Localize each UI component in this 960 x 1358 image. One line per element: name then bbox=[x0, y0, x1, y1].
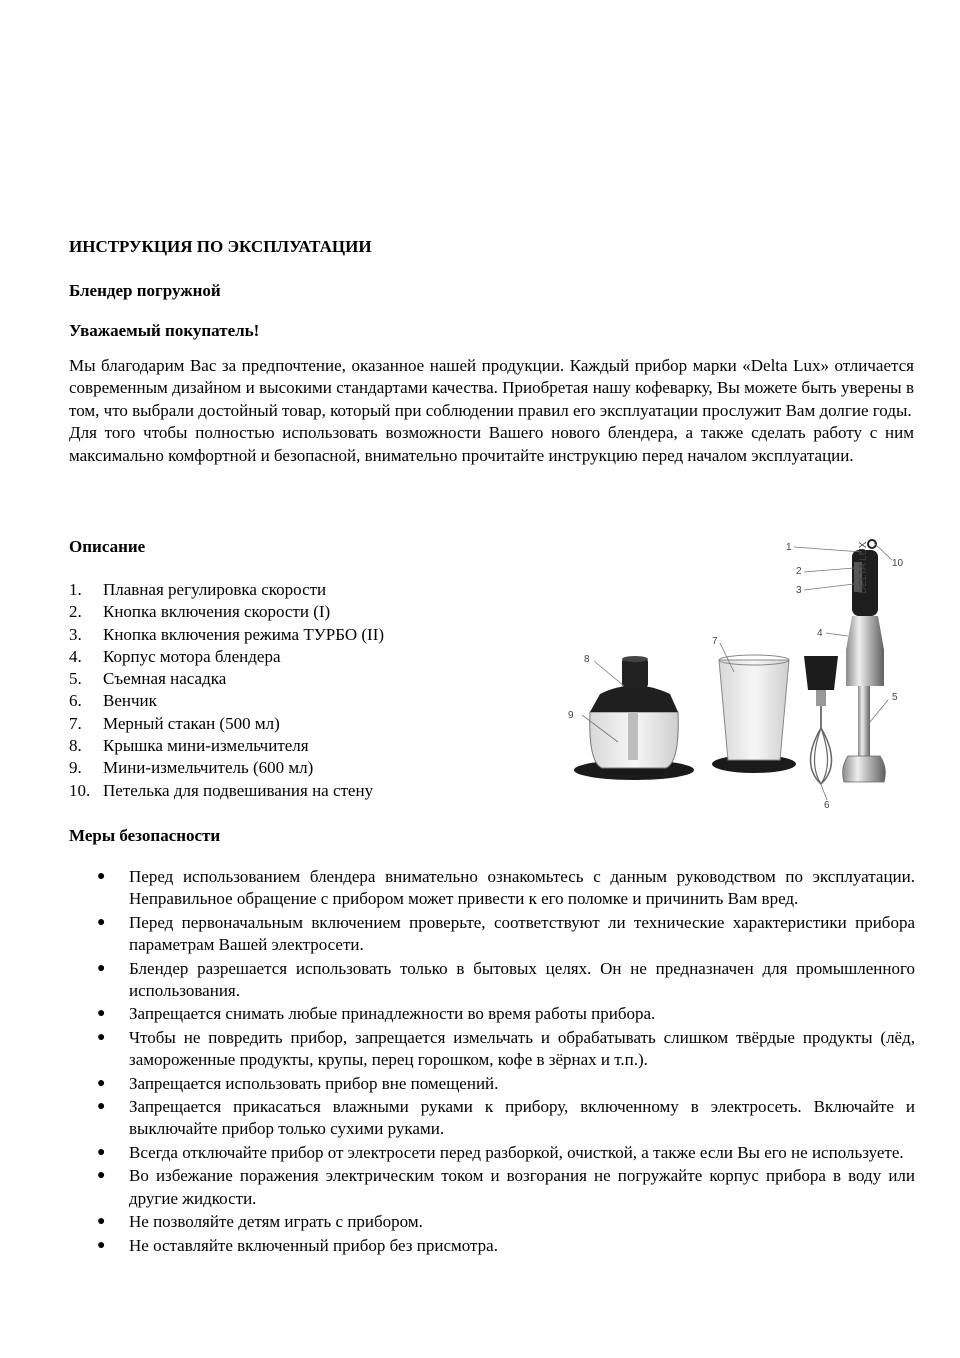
bullet-icon: ● bbox=[97, 1099, 106, 1115]
bullet-icon: ● bbox=[97, 1168, 106, 1184]
list-item-text: Не оставляйте включенный прибор без присмотра. bbox=[129, 1235, 498, 1255]
list-item-text: Всегда отключайте прибор от электросети перед разборкой, очисткой, а также если Вы его не используете. bbox=[129, 1142, 904, 1162]
list-item bbox=[95, 1003, 915, 1025]
intro-paragraph-2: Для того чтобы полностью использовать возможности Вашего нового блендера, а также сделать работу с ним максимально комфортной и безопасной, внимательно прочитайте инструкцию перед началом эксплуатации. bbox=[69, 423, 914, 465]
brand-mark: DELTA LUX bbox=[858, 541, 869, 594]
list-item-text: Петелька для подвешивания на стену bbox=[103, 780, 374, 800]
bullet-icon: ● bbox=[97, 1214, 106, 1230]
callout-6: 6 bbox=[824, 800, 830, 811]
list-item-number: 10. bbox=[69, 780, 91, 800]
safety-heading: Меры безопасности bbox=[69, 826, 221, 845]
whisk-drawing bbox=[804, 656, 838, 784]
list-item bbox=[95, 958, 915, 1003]
list-item-text: Перед использованием блендера внимательно ознакомьтесь с данным руководством по эксплуатации. Неправильное обращение с прибором может привести к его поломке и причинить Вам вред. bbox=[129, 867, 915, 909]
list-item-text: Кнопка включения скорости (I) bbox=[103, 602, 331, 622]
bullet-icon: ● bbox=[97, 914, 106, 930]
bullet-icon: ● bbox=[97, 869, 106, 884]
list-item bbox=[69, 624, 384, 646]
intro-text bbox=[69, 355, 914, 467]
list-item-number: 7. bbox=[69, 713, 82, 733]
blender-parts-illustration bbox=[562, 532, 917, 812]
list-item-text: Корпус мотора блендера bbox=[103, 646, 281, 666]
list-item-number: 5. bbox=[69, 669, 82, 689]
measuring-cup-drawing bbox=[712, 655, 796, 773]
list-item bbox=[69, 780, 384, 802]
description-heading: Описание bbox=[69, 537, 146, 556]
list-item-text: Запрещается прикасаться влажными руками к прибору, включенному в электросеть. Включайте и выключайте прибор только сухими руками. bbox=[129, 1097, 915, 1139]
list-item bbox=[95, 1235, 915, 1257]
greeting-heading: Уважаемый покупатель! bbox=[69, 321, 260, 340]
list-item-text: Запрещается использовать прибор вне помещений. bbox=[129, 1073, 499, 1093]
list-item-text: Мерный стакан (500 мл) bbox=[103, 713, 280, 733]
list-item bbox=[95, 1027, 915, 1072]
list-item bbox=[95, 1165, 915, 1210]
safety-list bbox=[95, 866, 915, 1258]
bullet-icon: ● bbox=[97, 960, 106, 976]
list-item-number: 8. bbox=[69, 736, 82, 756]
list-item-text: Чтобы не повредить прибор, запрещается измельчать и обрабатывать слишком твёрдые продукты (лёд, замороженные продукты, крупы, перец горошком, кофе в зёрнах и т.п.). bbox=[129, 1027, 915, 1070]
list-item-text: Мини-измельчитель (600 мл) bbox=[103, 758, 314, 778]
callout-3: 3 bbox=[796, 585, 802, 596]
list-item bbox=[69, 735, 384, 757]
callout-9: 9 bbox=[568, 710, 574, 721]
list-item bbox=[95, 1142, 915, 1164]
list-item bbox=[69, 601, 384, 623]
bullet-icon: ● bbox=[97, 1075, 106, 1091]
list-item bbox=[69, 690, 384, 712]
list-item bbox=[69, 757, 384, 779]
list-item bbox=[69, 646, 384, 668]
callout-1: 1 bbox=[786, 542, 792, 553]
list-item bbox=[69, 579, 384, 601]
list-item-number: 1. bbox=[69, 580, 82, 599]
list-item-text: Крышка мини-измельчителя bbox=[103, 736, 309, 756]
list-item-text: Запрещается снимать любые принадлежности во время работы прибора. bbox=[129, 1004, 656, 1024]
mini-chopper-drawing bbox=[574, 656, 694, 780]
list-item bbox=[95, 912, 915, 957]
product-subtitle: Блендер погружной bbox=[69, 281, 221, 300]
list-item bbox=[95, 1073, 915, 1095]
list-item-text: Съемная насадка bbox=[103, 669, 227, 689]
list-item-text: Венчик bbox=[103, 691, 157, 711]
callout-8: 8 bbox=[584, 654, 590, 665]
callout-2: 2 bbox=[796, 566, 802, 577]
list-item bbox=[69, 713, 384, 735]
description-list bbox=[69, 579, 384, 802]
bullet-icon: ● bbox=[97, 1144, 106, 1160]
list-item-text: Перед первоначальным включением проверьте, соответствуют ли технические характеристики прибора параметрам Вашей электросети. bbox=[129, 912, 915, 955]
list-item-number: 6. bbox=[69, 691, 82, 711]
document-title: ИНСТРУКЦИЯ ПО ЭКСПЛУАТАЦИИ bbox=[69, 237, 372, 256]
list-item-number: 3. bbox=[69, 624, 82, 644]
list-item bbox=[69, 668, 384, 690]
list-item bbox=[95, 1211, 915, 1233]
bullet-icon: ● bbox=[97, 1006, 106, 1022]
callout-10: 10 bbox=[892, 558, 904, 569]
list-item-text: Не позволяйте детям играть с прибором. bbox=[129, 1212, 423, 1232]
list-item bbox=[95, 866, 915, 911]
list-item-text: Блендер разрешается использовать только в бытовых целях. Он не предназначен для промышленного использования. bbox=[129, 958, 915, 1001]
callout-7: 7 bbox=[712, 636, 718, 647]
list-item-text: Во избежание поражения электрическим током и возгорания не погружайте корпус прибора в воду или другие жидкости. bbox=[129, 1166, 915, 1208]
callout-4: 4 bbox=[817, 628, 823, 639]
bullet-icon: ● bbox=[97, 1237, 106, 1253]
list-item-number: 9. bbox=[69, 758, 82, 778]
callout-5: 5 bbox=[892, 692, 898, 703]
list-item bbox=[95, 1096, 915, 1141]
intro-paragraph-1: Мы благодарим Вас за предпочтение, оказанное нашей продукции. Каждый прибор марки «Delta Lux» отличается современным дизайном и высокими стандартами качества. Приобретая нашу кофеварку, Вы можете быть уверены в том, что выбрали достойный товар, который при соблюдении правил его эксплуатации прослужит Вам долгие годы. bbox=[69, 356, 914, 420]
bullet-icon: ● bbox=[97, 1029, 106, 1045]
list-item-number: 4. bbox=[69, 646, 82, 666]
list-item-text: Плавная регулировка скорости bbox=[103, 580, 327, 599]
list-item-number: 2. bbox=[69, 602, 82, 622]
list-item-text: Кнопка включения режима ТУРБО (II) bbox=[103, 624, 385, 644]
